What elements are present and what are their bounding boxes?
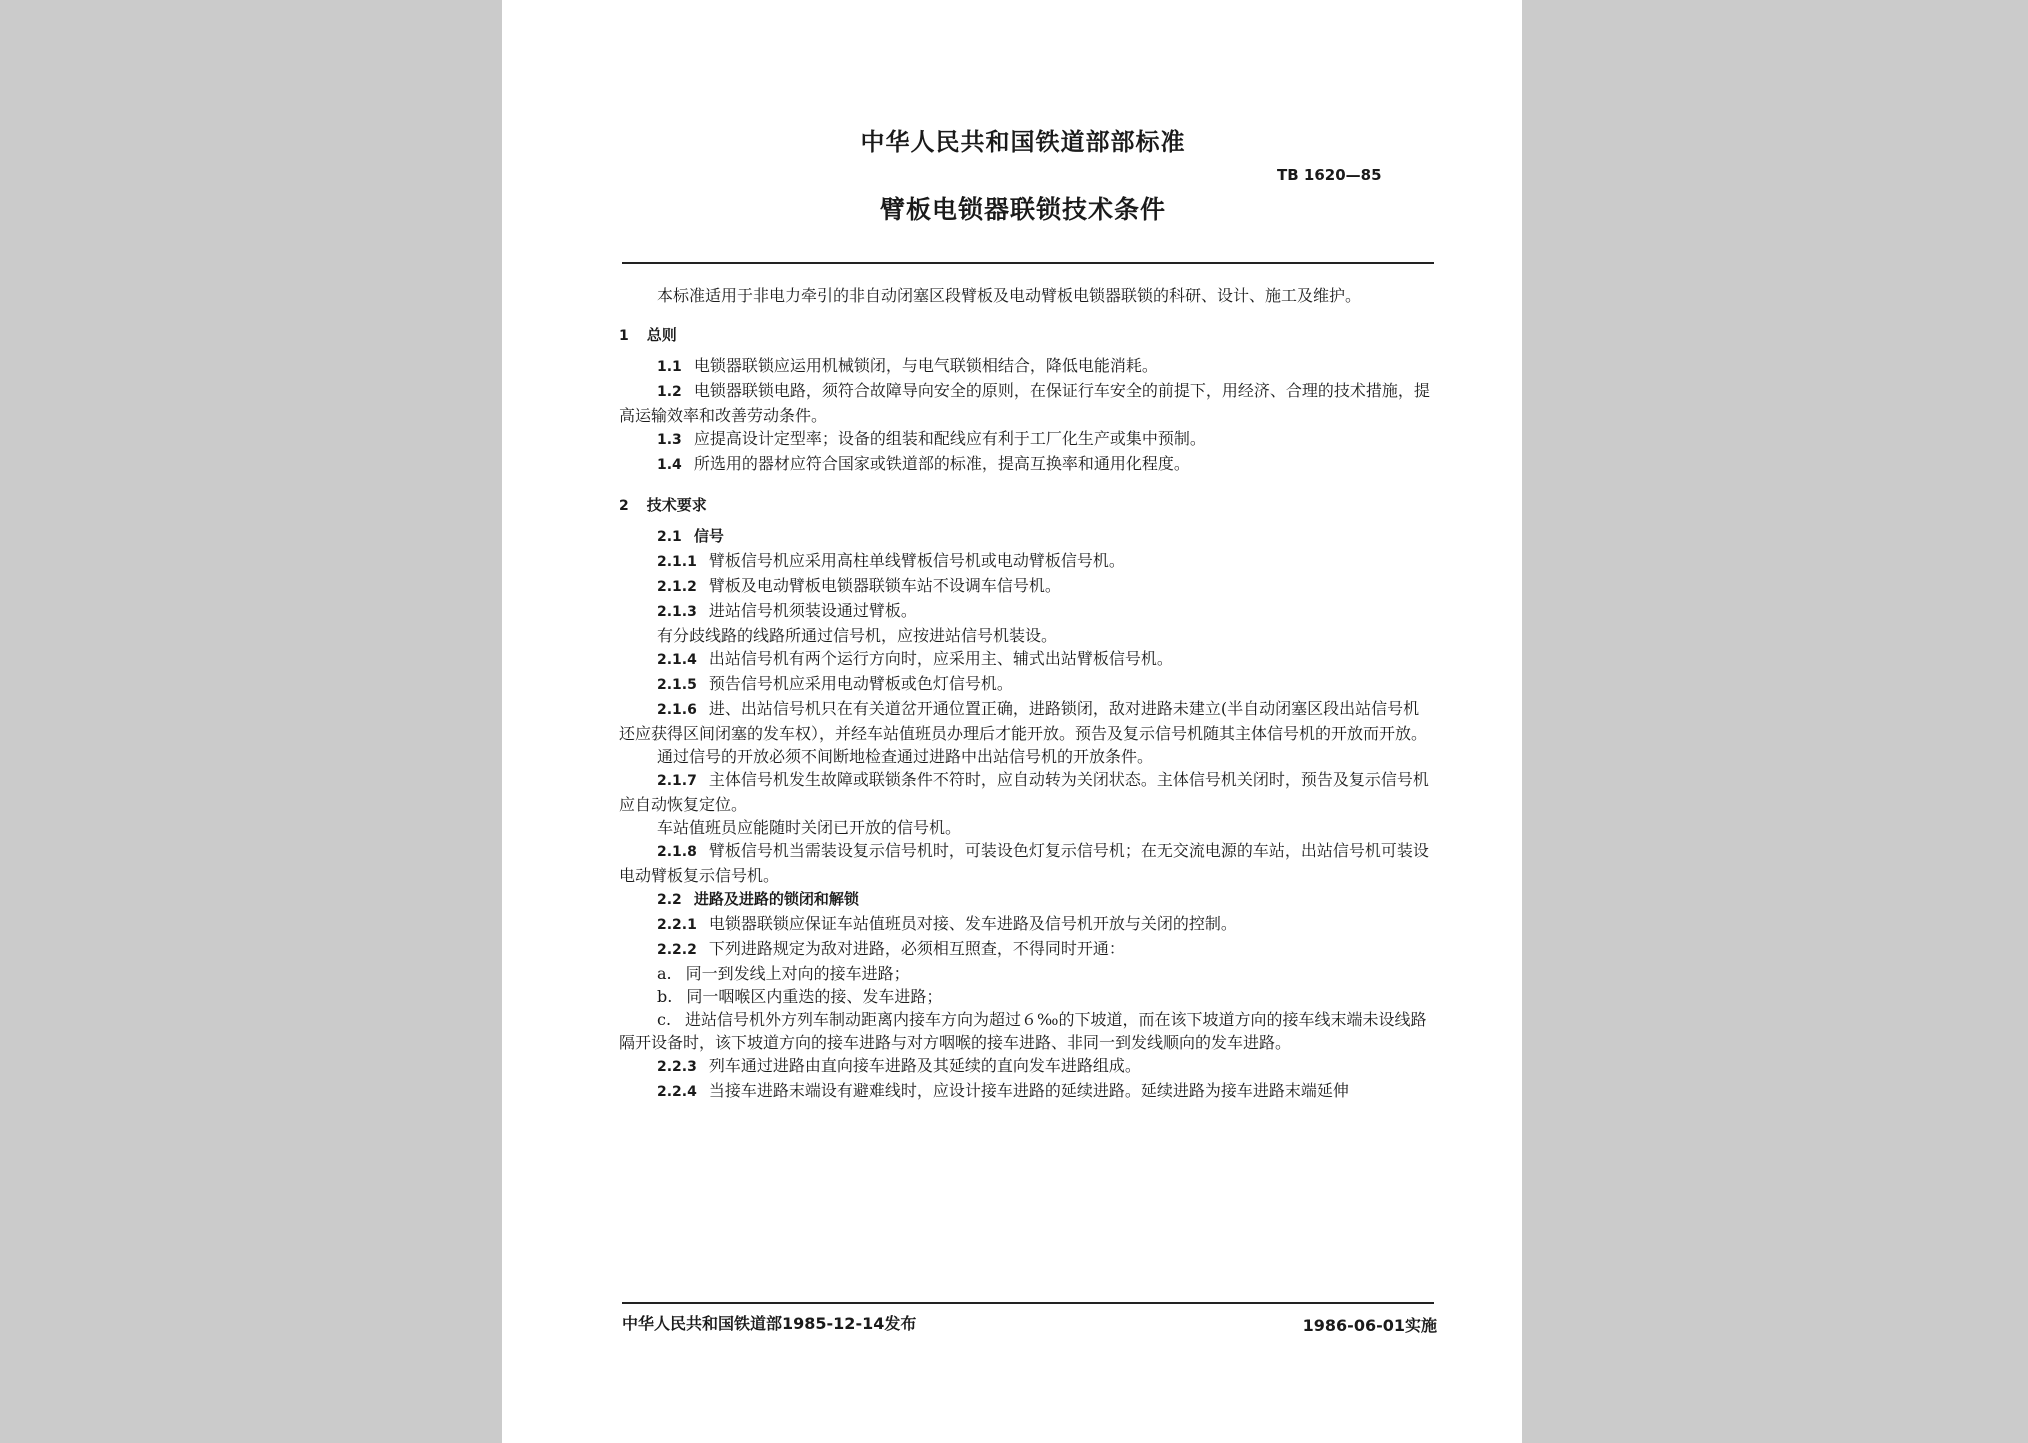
section-2-heading <box>619 494 1434 518</box>
list-item-b <box>619 985 1434 1008</box>
subsection-title: 进路及进路的锁闭和解锁 <box>693 890 859 908</box>
clause-2-1-2 <box>619 574 1434 599</box>
clause-text: 进、出站信号机只在有关道岔开通位置正确，进路锁闭，敌对进路未建立(半自动闭塞区段出站信号机还应获得区间闭塞的发车权），并经车站值班员办理后才能开放。预告及复示信号机随其主体信号机的开放而开放。 <box>619 699 1428 743</box>
standard-code: TB 1620—85 <box>1277 166 1382 184</box>
clause-1-4 <box>619 452 1434 477</box>
clause-number: 2.1.2 <box>657 579 697 595</box>
clause-number: 2.1 <box>657 529 682 545</box>
list-item-c <box>619 1008 1434 1054</box>
subsection-title: 信号 <box>693 527 724 545</box>
issuing-authority: 中华人民共和国铁道部部标准 <box>860 128 1186 156</box>
clause-2-1-6-note: 通过信号的开放必须不间断地检查通过进路中出站信号机的开放条件。 <box>657 747 1154 766</box>
clause-text: 所选用的器材应符合国家或铁道部的标准，提高互换率和通用化程度。 <box>693 454 1190 473</box>
clause-number: 2.1.6 <box>657 702 697 718</box>
document-title: 臂板电锁器联锁技术条件 <box>879 195 1166 224</box>
clause-text: 列车通过进路由直向接车进路及其延续的直向发车进路组成。 <box>708 1056 1141 1075</box>
list-marker: a. <box>657 964 672 983</box>
clause-number: 2.2 <box>657 892 682 908</box>
clause-text: 电锁器联锁应保证车站值班员对接、发车进路及信号机开放与关闭的控制。 <box>708 914 1237 933</box>
clause-number: 1.4 <box>657 457 682 473</box>
clause-number: 2.2.2 <box>657 942 697 958</box>
effective-date: 1986-06-01实施 <box>1302 1316 1437 1335</box>
clause-2-1-3 <box>619 599 1434 624</box>
section-1-heading <box>619 324 1434 348</box>
clause-text: 预告信号机应采用电动臂板或色灯信号机。 <box>708 674 1013 693</box>
clause-1-1 <box>619 354 1434 379</box>
clause-2-1-3-note: 有分歧线路的线路所通过信号机，应按进站信号机装设。 <box>657 626 1058 645</box>
clause-text: 进站信号机须装设通过臂板。 <box>708 601 917 620</box>
list-marker: c. <box>657 1010 672 1029</box>
clause-number: 2.2.1 <box>657 917 697 933</box>
clause-text: 应提高设计定型率；设备的组装和配线应有利于工厂化生产或集中预制。 <box>693 429 1206 448</box>
clause-text: 臂板及电动臂板电锁器联锁车站不设调车信号机。 <box>708 576 1061 595</box>
list-text: 同一咽喉区内重迭的接、发车进路； <box>686 987 943 1006</box>
clause-text: 主体信号机发生故障或联锁条件不符时，应自动转为关闭状态。主体信号机关闭时，预告及复示信号机应自动恢复定位。 <box>619 770 1429 814</box>
subsection-2-2-heading <box>619 887 1434 912</box>
list-item-a <box>619 962 1434 985</box>
section-title: 总则 <box>646 326 677 344</box>
clause-2-2-2 <box>619 937 1434 962</box>
clause-2-1-8 <box>619 839 1434 887</box>
clause-2-2-4 <box>619 1079 1434 1104</box>
intro-paragraph: 本标准适用于非电力牵引的非自动闭塞区段臂板及电动臂板电锁器联锁的科研、设计、施工及维护。 <box>657 286 1362 305</box>
clause-number: 2.1.7 <box>657 773 697 789</box>
clause-number: 1.3 <box>657 432 682 448</box>
clause-number: 2.1.1 <box>657 554 697 570</box>
section-number: 2 <box>619 498 629 514</box>
clause-2-1-6 <box>619 697 1434 745</box>
clause-number: 1.2 <box>657 384 682 400</box>
clause-1-3 <box>619 427 1434 452</box>
clause-2-1-5 <box>619 672 1434 697</box>
clause-number: 2.1.3 <box>657 604 697 620</box>
clause-text: 下列进路规定为敌对进路，必须相互照查，不得同时开通： <box>708 939 1125 958</box>
clause-text: 出站信号机有两个运行方向时，应采用主、辅式出站臂板信号机。 <box>708 649 1173 668</box>
clause-text: 臂板信号机当需装设复示信号机时，可装设色灯复示信号机；在无交流电源的车站，出站信号机可装设电动臂板复示信号机。 <box>619 841 1429 885</box>
clause-2-1-7-note: 车站值班员应能随时关闭已开放的信号机。 <box>657 818 962 837</box>
section-title: 技术要求 <box>646 496 707 514</box>
list-text: 同一到发线上对向的接车进路； <box>685 964 910 983</box>
list-marker: b. <box>657 987 673 1006</box>
clause-number: 2.1.8 <box>657 844 697 860</box>
section-number: 1 <box>619 328 629 344</box>
clause-1-2 <box>619 379 1434 427</box>
list-text: 进站信号机外方列车制动距离内接车方向为超过６‰的下坡道，而在该下坡道方向的接车线末端未设线路隔开设备时，该下坡道方向的接车进路与对方咽喉的接车进路、非同一到发线顺向的发车进路。 <box>619 1010 1427 1052</box>
subsection-2-1-heading <box>619 524 1434 549</box>
clause-number: 2.1.5 <box>657 677 697 693</box>
document-page <box>502 0 1522 1443</box>
clause-2-2-1 <box>619 912 1434 937</box>
clause-number: 1.1 <box>657 359 682 375</box>
header-rule <box>622 262 1434 264</box>
clause-number: 2.1.4 <box>657 652 697 668</box>
clause-2-1-7 <box>619 768 1434 816</box>
issue-date: 中华人民共和国铁道部1985-12-14发布 <box>622 1314 917 1333</box>
clause-2-1-1 <box>619 549 1434 574</box>
clause-text: 电锁器联锁应运用机械锁闭，与电气联锁相结合，降低电能消耗。 <box>693 356 1158 375</box>
clause-text: 臂板信号机应采用高柱单线臂板信号机或电动臂板信号机。 <box>708 551 1125 570</box>
clause-number: 2.2.3 <box>657 1059 697 1075</box>
clause-2-1-4 <box>619 647 1434 672</box>
clause-2-2-3 <box>619 1054 1434 1079</box>
clause-text: 当接车进路末端设有避难线时，应设计接车进路的延续进路。延续进路为接车进路末端延伸 <box>708 1081 1349 1100</box>
clause-number: 2.2.4 <box>657 1084 697 1100</box>
clause-text: 电锁器联锁电路，须符合故障导向安全的原则，在保证行车安全的前提下，用经济、合理的技术措施，提高运输效率和改善劳动条件。 <box>619 381 1430 425</box>
footer-rule <box>622 1302 1434 1304</box>
document-body <box>619 284 1434 1104</box>
